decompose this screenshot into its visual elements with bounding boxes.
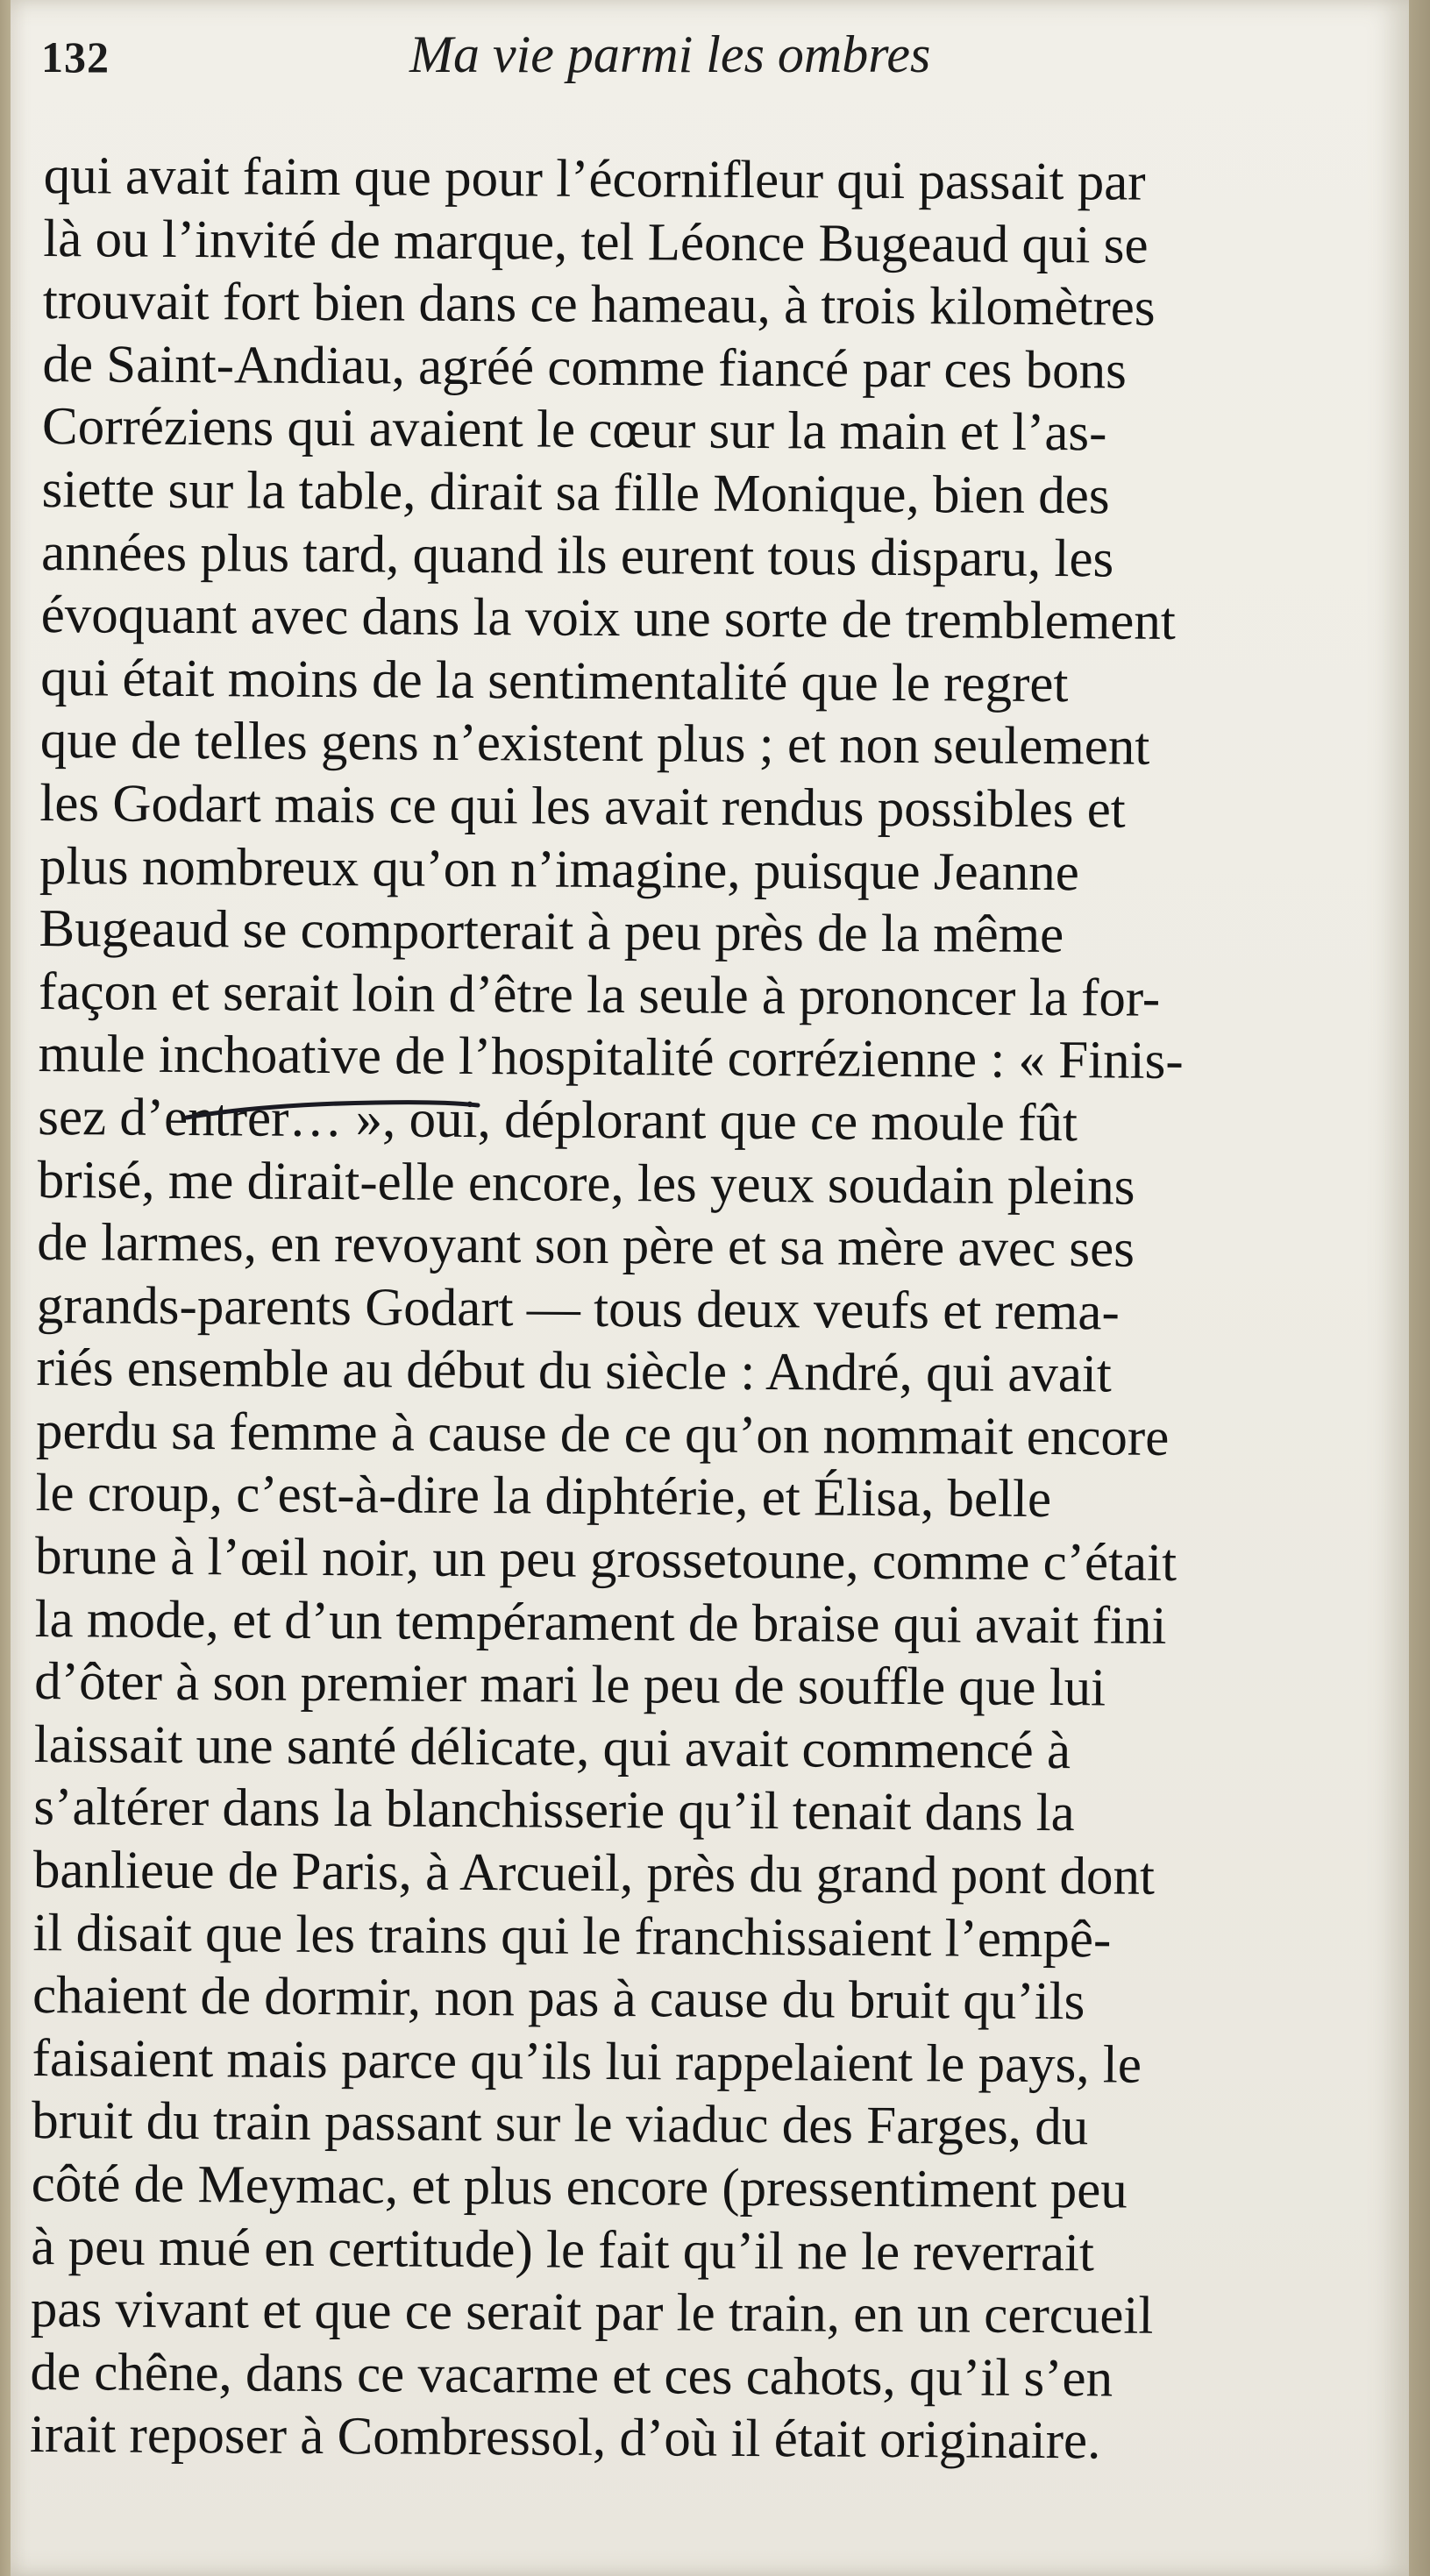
- text-line-content: pas vivant et que ce serait par le train, en un cercueil: [30, 2280, 1154, 2345]
- text-line-content: de chêne, dans ce vacarme et ces cahots, qu’il s’en: [30, 2342, 1113, 2409]
- text-line-content: les Godart mais ce qui les avait rendus possibles et: [39, 773, 1126, 840]
- text-line-content: de larmes, en revoyant son père et sa mère avec ses: [37, 1213, 1135, 1279]
- text-line: [32, 2153, 1417, 2224]
- book-page: [11, 0, 1409, 2576]
- text-line-content: trouvait fort bien dans ce hameau, à trois kilomètres: [42, 272, 1156, 337]
- text-line-content: banlieue de Paris, à Arcueil, près du grand pont dont: [32, 1840, 1156, 1906]
- text-line-content: évoquant avec dans la voix une sorte de tremblement: [40, 585, 1177, 652]
- text-line-content: irait reposer à Combressol, d’où il était originaire.: [29, 2405, 1101, 2471]
- text-line: [34, 1650, 1419, 1721]
- text-line: [41, 458, 1426, 529]
- text-line-content: années plus tard, quand ils eurent tous disparu, les: [40, 522, 1114, 589]
- text-line: [31, 2278, 1416, 2349]
- text-line-content: côté de Meymac, et plus encore (pressentiment peu: [31, 2154, 1128, 2220]
- text-line: [44, 145, 1429, 216]
- text-line-content: mule inchoative de l’hospitalité corrézienne : « Finis-: [38, 1025, 1184, 1091]
- text-line: [42, 333, 1427, 404]
- text-line: [35, 1462, 1420, 1533]
- text-line: [37, 1274, 1422, 1345]
- text-line: [39, 898, 1424, 969]
- text-line-content: façon et serait loin d’être la seule à prononcer la for-: [38, 962, 1161, 1028]
- body-text: [30, 145, 1429, 2475]
- text-line: [41, 522, 1426, 593]
- text-line: [32, 1964, 1418, 2035]
- text-line-content: grands-parents Godart — tous deux veufs et rema-: [36, 1275, 1120, 1342]
- text-line-content: perdu sa femme à cause de ce qu’on nommait encore: [35, 1401, 1170, 1467]
- text-line: [30, 2341, 1415, 2412]
- text-line: [38, 1023, 1423, 1094]
- text-line: [38, 1148, 1423, 1219]
- text-line: [36, 1400, 1421, 1471]
- text-line-content: laissait une santé délicate, qui avait commencé à: [33, 1714, 1071, 1781]
- text-line: [39, 772, 1425, 843]
- text-line: [35, 1588, 1420, 1659]
- text-line-content: plus nombreux qu’on n’imagine, puisque Jeanne: [39, 836, 1080, 902]
- page-number: 132: [41, 32, 110, 82]
- text-line: [38, 1086, 1423, 1157]
- text-line: [32, 1902, 1418, 1973]
- text-line-content: bruit du train passant sur le viaduc des Farges, du: [32, 2091, 1089, 2157]
- text-line-content: il disait que les trains qui le franchissaient l’empê-: [32, 1903, 1112, 1969]
- text-line-content: Corréziens qui avaient le cœur sur la main et l’as-: [41, 397, 1107, 463]
- text-line: [37, 1211, 1422, 1282]
- text-line: [33, 1839, 1419, 1910]
- text-line-content: de Saint-Andiau, agréé comme fiancé par ces bons: [42, 334, 1128, 401]
- text-line-content: brune à l’œil noir, un peu grossetoune, comme c’était: [34, 1527, 1177, 1593]
- text-line: [35, 1525, 1420, 1596]
- text-line: [39, 961, 1424, 1032]
- text-line-content: riés ensemble au début du siècle : André, qui avait: [36, 1338, 1113, 1404]
- text-line-content: là ou l’invité de marque, tel Léonce Bugeaud qui se: [43, 209, 1149, 275]
- text-line-content: à peu mué en certitude) le fait qu’il ne le reverrait: [31, 2217, 1095, 2282]
- text-line: [41, 584, 1426, 655]
- text-line: [34, 1714, 1419, 1785]
- running-title: Ma vie parmi les ombres: [409, 25, 931, 83]
- text-line-content: la mode, et d’un tempérament de braise qui avait fini: [34, 1589, 1167, 1656]
- text-line: [36, 1337, 1421, 1408]
- text-line: [40, 647, 1426, 718]
- page-header: [41, 25, 1391, 95]
- text-line-content: sez d’entrer… », oui, déplorant que ce moule fût: [38, 1087, 1078, 1153]
- text-line: [43, 270, 1428, 341]
- text-line: [32, 2090, 1417, 2161]
- text-line-content: faisaient mais parce qu’ils lui rappelaient le pays, le: [32, 2028, 1142, 2095]
- text-line-content: d’ôter à son premier mari le peu de souffle que lui: [34, 1652, 1106, 1718]
- text-line-content: qui avait faim que pour l’écornifleur qui passait par: [43, 145, 1146, 212]
- text-line: [39, 835, 1425, 906]
- text-line: [33, 1776, 1419, 1847]
- text-line: [32, 2027, 1417, 2098]
- text-line-content: que de telles gens n’existent plus ; et non seulement: [39, 711, 1150, 777]
- text-line-content: brisé, me dirait-elle encore, les yeux soudain pleins: [37, 1150, 1135, 1217]
- text-line: [30, 2403, 1415, 2474]
- text-line-content: le croup, c’est-à-dire la diphtérie, et Élisa, belle: [35, 1464, 1052, 1529]
- text-line-content: Bugeaud se comporterait à peu près de la même: [39, 899, 1064, 965]
- text-line: [31, 2216, 1416, 2287]
- text-line-content: siette sur la table, dirait sa fille Monique, bien des: [41, 459, 1110, 526]
- text-line: [40, 709, 1426, 780]
- text-line: [42, 395, 1427, 466]
- text-line-content: s’altérer dans la blanchisserie qu’il tenait dans la: [33, 1778, 1075, 1843]
- text-line-content: chaient de dormir, non pas à cause du bruit qu’ils: [32, 1966, 1085, 2032]
- text-line: [43, 208, 1428, 279]
- text-line-content: qui était moins de la sentimentalité que le regret: [40, 648, 1069, 713]
